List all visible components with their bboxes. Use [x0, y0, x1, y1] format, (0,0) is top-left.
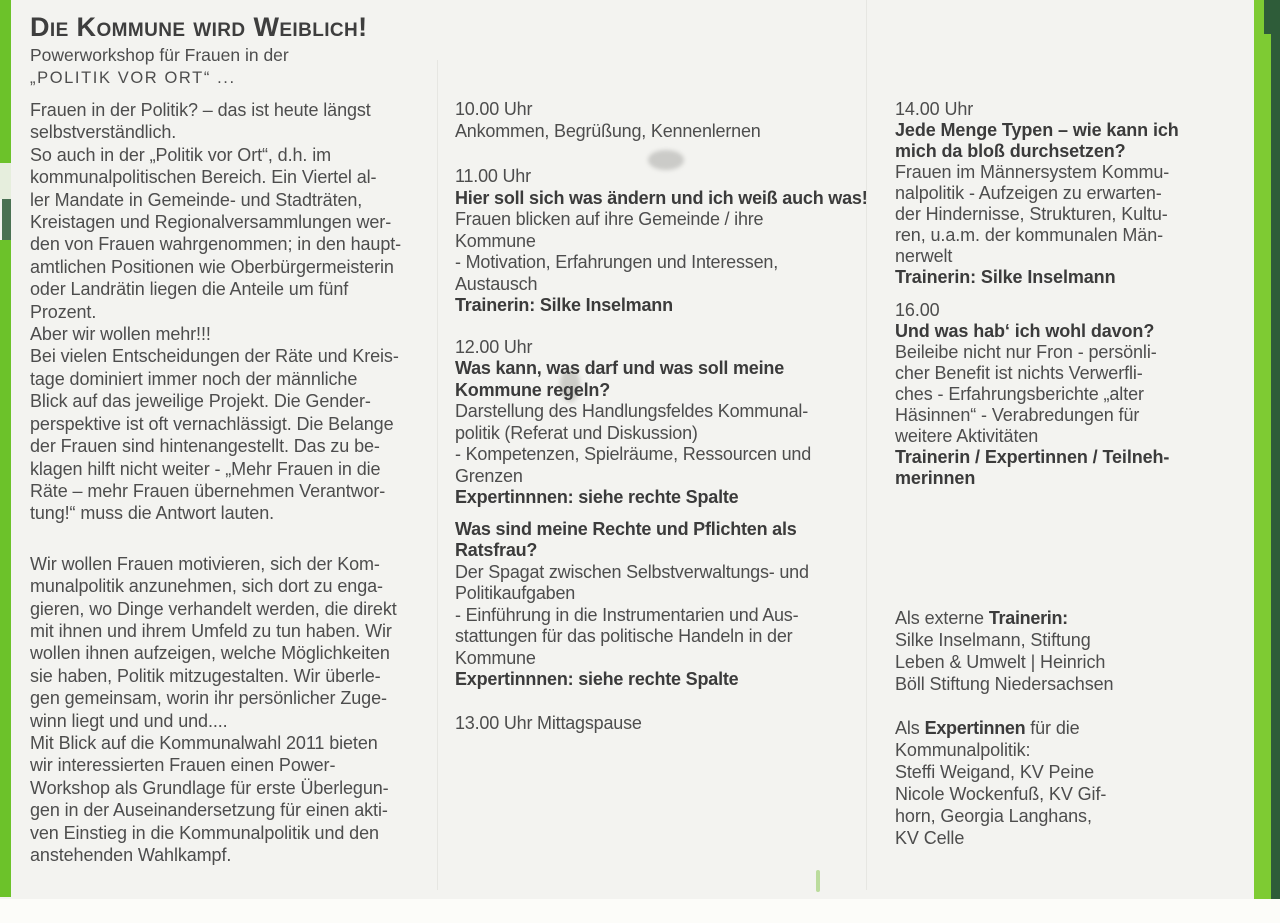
text-line: munalpolitik anzunehmen, sich dort zu enga-	[30, 576, 383, 597]
text-line: perspektive ist oft vernachlässigt. Die Belange	[30, 413, 394, 434]
text-line: 10.00 Uhr	[455, 99, 533, 119]
text-line: oder Landrätin liegen die Anteile um fünf	[30, 279, 349, 300]
text-line: Kommune regeln?	[455, 379, 611, 400]
spacer	[455, 142, 456, 166]
text-line: der Hindernisse, Strukturen, Kultu-	[895, 204, 1168, 224]
spacer	[455, 509, 456, 519]
text-line: Räte – mehr Frauen übernehmen Verantwor-	[30, 480, 386, 501]
text-span: Als	[895, 718, 925, 738]
text-line: Beileibe nicht nur Fron - persönli-	[895, 342, 1157, 362]
text-line: Blick auf das jeweilige Projekt. Die Gender-	[30, 391, 371, 412]
text-line: Silke Inselmann, Stiftung	[895, 630, 1091, 650]
text-line: stattungen für das politische Handeln in der	[455, 626, 793, 646]
panel-left	[30, 12, 438, 89]
text-line: tung!“ muss die Antwort lauten.	[30, 503, 275, 524]
text-line: 14.00 Uhr	[895, 99, 974, 119]
text-line: Expertinnnen: siehe rechte Spalte	[455, 487, 739, 507]
text-line: Was kann, was darf und was soll meine	[455, 358, 785, 378]
text-line: Und was hab‘ ich wohl davon?	[895, 321, 1155, 341]
text-line: sie haben, Politik mitzugestalten. Wir überle-	[30, 665, 381, 686]
schedule-column-afternoon	[895, 99, 1225, 489]
text-line: 16.00	[895, 300, 940, 320]
text-line: Trainerin: Silke Inselmann	[895, 267, 1116, 287]
text-line: gen gemeinsam, worin ihr persönlicher Zuge-	[30, 688, 387, 709]
text-line: Bei vielen Entscheidungen der Räte und Kreis-	[30, 346, 399, 367]
text-line: Kommunalpolitik:	[895, 740, 1031, 760]
text-line: Der Spagat zwischen Selbstverwaltungs- und	[455, 561, 809, 582]
text-line: Was sind meine Rechte und Pflichten als	[455, 518, 797, 539]
text-line: klagen hilft nicht weiter - „Mehr Frauen in die	[30, 458, 381, 479]
text-span: Trainerin:	[988, 608, 1068, 628]
text-line: der Frauen sind hintenangestellt. Das zu be-	[30, 436, 380, 457]
text-line: nalpolitik - Aufzeigen zu erwarten-	[895, 183, 1162, 203]
text-line: wir interessierten Frauen einen Power-	[30, 755, 336, 776]
scanner-bottom-band	[0, 899, 1280, 923]
left-edge-stripe-dark	[2, 199, 11, 240]
text-line: Steffi Weigand, KV Peine	[895, 762, 1095, 782]
text-line: Frauen in der Politik? – das ist heute längst	[30, 100, 371, 120]
scan-artifact-green-tick	[816, 870, 820, 892]
spacer	[455, 691, 456, 713]
text-line: Grenzen	[455, 465, 523, 486]
spacer	[455, 317, 456, 337]
brochure-title: Die Kommune wird Weiblich!	[30, 12, 368, 42]
text-line: Kreistagen und Regionalversammlungen wer-	[30, 212, 392, 233]
spacer	[30, 525, 31, 553]
text-line: ven Einstieg in die Kommunalpolitik und den	[30, 822, 379, 843]
text-line: Austausch	[455, 273, 538, 294]
text-line: kommunalpolitischen Bereich. Ein Viertel al-	[30, 167, 377, 188]
text-line: Ratsfrau?	[455, 540, 538, 560]
text-line: cher Benefit ist nichts Verwerfli-	[895, 363, 1143, 383]
right-edge-stripe-bright	[1254, 0, 1271, 901]
text-line: Böll Stiftung Niedersachsen	[895, 674, 1114, 694]
text-span: Expertinnen	[924, 718, 1026, 738]
text-line: Frauen im Männersystem Kommu-	[895, 162, 1170, 182]
text-line: - Motivation, Erfahrungen und Interessen,	[455, 252, 778, 272]
intro-text-column	[30, 99, 438, 866]
credits-column	[895, 607, 1225, 849]
text-line: gieren, wo Dinge verhandelt werden, die direkt	[30, 598, 397, 619]
text-line: anstehenden Wahlkampf.	[30, 845, 232, 865]
text-line: Workshop als Grundlage für erste Überlegun-	[30, 777, 389, 798]
spacer	[895, 288, 896, 300]
text-line	[895, 607, 1225, 629]
text-line: Darstellung des Handlungsfeldes Kommunal-	[455, 401, 808, 421]
text-line: wollen ihnen aufzeigen, welche Möglichkeiten	[30, 643, 390, 664]
text-line: Kommune	[455, 647, 536, 668]
text-line: KV Celle	[895, 828, 965, 848]
text-line: nerwelt	[895, 246, 953, 266]
text-line: Hier soll sich was ändern und ich weiß auch was!	[455, 187, 868, 208]
text-line: ches - Erfahrungsberichte „alter	[895, 384, 1144, 404]
text-line: mich da bloß durchsetzen?	[895, 141, 1126, 161]
text-line: Prozent.	[30, 301, 97, 322]
text-line: Leben & Umwelt | Heinrich	[895, 652, 1106, 672]
text-line: Trainerin: Silke Inselmann	[455, 295, 673, 315]
right-corner-dark-patch	[1264, 0, 1280, 34]
text-line: winn liegt und und und....	[30, 710, 228, 731]
text-line	[895, 717, 1225, 739]
schedule-column-morning	[455, 99, 867, 734]
text-line: Jede Menge Typen – wie kann ich	[895, 120, 1179, 140]
text-line: Wir wollen Frauen motivieren, sich der Kom-	[30, 553, 380, 574]
text-line: Nicole Wockenfuß, KV Gif-	[895, 784, 1107, 804]
text-line: gen in der Auseinandersetzung für einen akti-	[30, 800, 388, 821]
text-line: mit ihnen und ihrem Umfeld zu tun haben. Wir	[30, 620, 392, 641]
text-line: So auch in der „Politik vor Ort“, d.h. im	[30, 144, 332, 165]
brochure-subtitle-line2: „POLITIK VOR ORT“ ...	[30, 69, 236, 87]
text-span: Als externe	[895, 608, 989, 628]
text-line: tage dominiert immer noch der männliche	[30, 368, 358, 389]
left-edge-stripe-pale	[0, 163, 11, 199]
text-line: Politikaufgaben	[455, 583, 576, 603]
text-line: merinnen	[895, 468, 976, 488]
text-line: 12.00 Uhr	[455, 336, 533, 357]
left-edge-stripe-top	[0, 0, 11, 163]
text-line: 11.00 Uhr	[455, 166, 531, 186]
text-line: Kommune	[455, 230, 536, 251]
text-line: Aber wir wollen mehr!!!	[30, 324, 211, 345]
left-edge-stripe-bottom	[0, 240, 11, 897]
text-line: Frauen blicken auf ihre Gemeinde / ihre	[455, 209, 764, 229]
text-line: Mit Blick auf die Kommunalwahl 2011 bieten	[30, 732, 378, 753]
text-line: Häsinnen“ - Verabredungen für	[895, 405, 1140, 425]
text-line: weitere Aktivitäten	[895, 426, 1039, 446]
text-line: - Einführung in die Instrumentarien und Aus-	[455, 604, 799, 625]
text-line: Expertinnnen: siehe rechte Spalte	[455, 669, 739, 689]
spacer	[895, 695, 896, 717]
text-line: Trainerin / Expertinnen / Teilneh-	[895, 447, 1170, 467]
text-line: amtlichen Positionen wie Oberbürgermeisterin	[30, 256, 394, 277]
text-span: für die	[1025, 718, 1080, 738]
text-line: selbstverständlich.	[30, 122, 177, 143]
text-line: 13.00 Uhr Mittagspause	[455, 712, 642, 733]
right-edge-stripe-dark	[1271, 0, 1280, 901]
text-line: politik (Referat und Diskussion)	[455, 422, 698, 443]
brochure-subtitle-line1: Powerworkshop für Frauen in der	[30, 45, 289, 65]
text-line: Ankommen, Begrüßung, Kennenlernen	[455, 120, 761, 141]
text-line: horn, Georgia Langhans,	[895, 806, 1092, 826]
text-line: ren, u.a.m. der kommunalen Män-	[895, 225, 1164, 245]
text-line: - Kompetenzen, Spielräume, Ressourcen und	[455, 444, 812, 464]
text-line: den von Frauen wahrgenommen; in den haupt-	[30, 234, 402, 255]
text-line: ler Mandate in Gemeinde- und Stadträten,	[30, 189, 363, 210]
